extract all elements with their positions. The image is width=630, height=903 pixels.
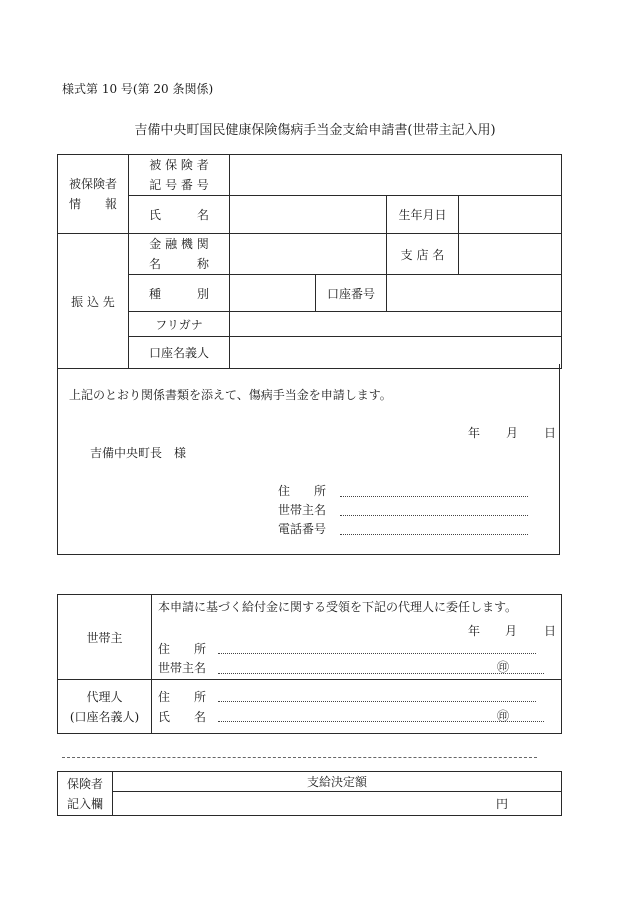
cut-line xyxy=(62,757,537,758)
delegation-table xyxy=(57,594,562,734)
request-date-day: 日 xyxy=(544,426,557,440)
request-date-year: 年 xyxy=(468,426,481,440)
account-type-field[interactable] xyxy=(230,275,316,312)
applicant-address-label: 住 所 xyxy=(278,484,327,498)
birthdate-label: 生年月日 xyxy=(387,196,459,234)
addressee: 吉備中央町長 様 xyxy=(90,446,187,460)
applicant-householder-label: 世帯主名 xyxy=(278,503,327,517)
insured-name-field[interactable] xyxy=(230,196,387,234)
insured-section-label: 被保険者 情 報 xyxy=(58,155,129,234)
bank-name-field[interactable] xyxy=(230,234,387,275)
delegation-householder-label: 世帯主名 xyxy=(158,661,207,675)
delegation-date-year: 年 xyxy=(468,624,481,638)
delegation-householder-cell xyxy=(152,595,562,680)
applicant-phone-label: 電話番号 xyxy=(278,522,327,536)
branch-label: 支 店 名 xyxy=(387,234,459,275)
account-number-field[interactable] xyxy=(387,275,562,312)
furigana-label: フリガナ xyxy=(129,312,230,337)
delegation-address-line[interactable] xyxy=(218,653,536,654)
symbol-number-label: 被 保 険 者 記 号 番 号 xyxy=(129,155,230,196)
birthdate-field[interactable] xyxy=(459,196,562,234)
branch-field[interactable] xyxy=(459,234,562,275)
agent-seal-mark: ㊞ xyxy=(497,709,510,723)
delegation-address-label: 住 所 xyxy=(158,642,207,656)
agent-name-line[interactable] xyxy=(218,721,544,722)
applicant-address-line[interactable] xyxy=(340,496,528,497)
agent-cell xyxy=(152,680,562,734)
furigana-field[interactable] xyxy=(230,312,562,337)
amount-field[interactable] xyxy=(113,792,562,816)
applicant-info-table xyxy=(57,154,562,369)
applicant-householder-line[interactable] xyxy=(340,515,528,516)
account-holder-label: 口座名義人 xyxy=(129,337,230,369)
agent-address-line[interactable] xyxy=(218,701,536,702)
agent-address-label: 住 所 xyxy=(158,690,207,704)
insured-name-label: 氏 名 xyxy=(129,196,230,234)
account-type-label: 種 別 xyxy=(129,275,230,312)
bank-name-label: 金 融 機 関 名 称 xyxy=(129,234,230,275)
agent-name-label: 氏 名 xyxy=(158,710,207,724)
applicant-phone-line[interactable] xyxy=(340,534,528,535)
transfer-section-label: 振 込 先 xyxy=(58,234,129,369)
delegation-householder-line[interactable] xyxy=(218,673,544,674)
householder-seal-mark: ㊞ xyxy=(497,660,510,674)
currency-label: 円 xyxy=(495,797,508,811)
agent-section-label: 代理人 (口座名義人) xyxy=(58,680,152,734)
form-number: 様式第 10 号(第 20 条関係) xyxy=(62,82,214,96)
delegation-date-day: 日 xyxy=(544,624,557,638)
amount-header: 支給決定額 xyxy=(113,772,562,792)
insurer-section-label: 保険者 記入欄 xyxy=(58,772,113,816)
request-date-month: 月 xyxy=(506,426,519,440)
symbol-number-field[interactable] xyxy=(230,155,562,196)
page-title: 吉備中央町国民健康保険傷病手当金支給申請書(世帯主記入用) xyxy=(134,123,496,138)
account-number-label: 口座番号 xyxy=(316,275,387,312)
delegation-date-month: 月 xyxy=(505,624,518,638)
delegation-statement: 本申請に基づく給付金に関する受領を下記の代理人に委任します。 xyxy=(158,600,518,614)
insurer-table xyxy=(57,771,562,816)
request-section xyxy=(57,364,560,555)
householder-section-label: 世帯主 xyxy=(58,595,152,680)
request-statement: 上記のとおり関係書類を添えて、傷病手当金を申請します。 xyxy=(69,388,392,402)
